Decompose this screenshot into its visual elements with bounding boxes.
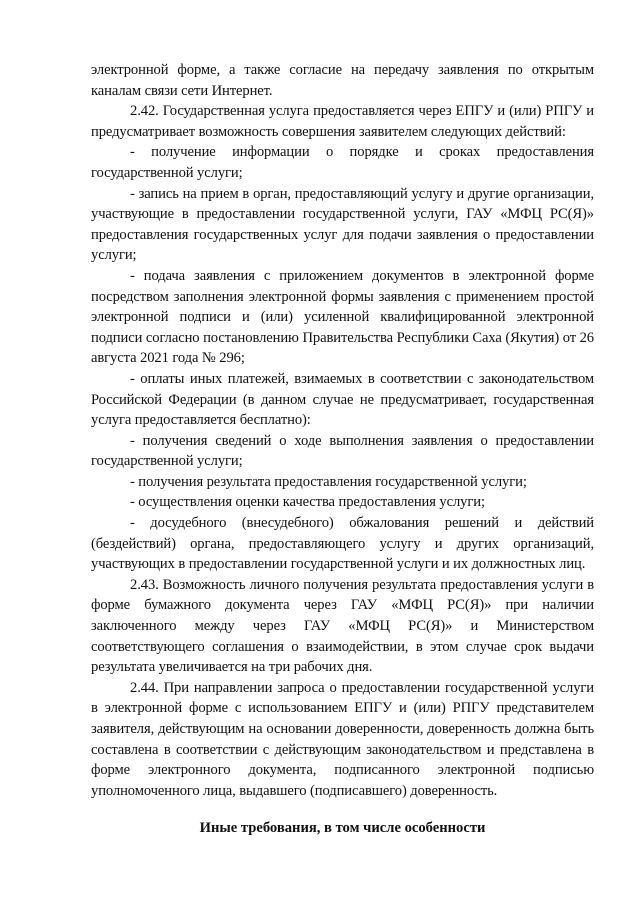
list-item-quality: - осуществления оценки качества предоставления услуги; xyxy=(130,494,485,511)
paragraph-2-43: 2.43. Возможность личного получения результата предоставления услуги в форме бумажного документа через ГАУ «МФЦ РС(Я)» при наличии заключенного между через ГАУ «МФЦ РС(Я)» и Министерством соответствующего соглашения о взаимодействии, в этом случае срок выдачи результата увеличивается на три рабочих дня. xyxy=(91,576,594,676)
list-item-info: - получение информации о порядке и сроках предоставления государственной услуги; xyxy=(91,144,594,181)
list-item-appeal: - досудебного (внесудебного) обжалования решений и действий (бездействий) органа, предоставляющего услугу и других организаций, участвующих в предоставлении государственной услуги и их должностных лиц. xyxy=(91,515,594,573)
list-item-result: - получения результата предоставления государственной услуги; xyxy=(130,473,527,490)
list-item-appointment: - запись на прием в орган, предоставляющий услугу и другие организации, участвующие в предоставлении государственной услуги, ГАУ «МФЦ РС(Я)» предоставления государственных услуг для подачи заявления о предоставлении услуги; xyxy=(91,185,594,264)
body-text xyxy=(91,60,594,801)
list-item-payments: - оплаты иных платежей, взимаемых в соответствии с законодательством Российской Федерации (в данном случае не предусматривает, государственная услуга предоставляется бесплатно): xyxy=(91,370,594,429)
paragraph-2-44: 2.44. При направлении запроса о предоставлении государственной услуги в электронной форме с использованием ЕПГУ и (или) РПГУ представителем заявителя, действующим на основании доверенности, доверенность должна быть составлена в соответствии с действующим законодательством и представлена в форме электронного документа, подписанного электронной подписью уполномоченного лица, выдавшего (подписавшего) доверенность. xyxy=(91,679,594,799)
paragraph-continuation: электронной форме, а также согласие на передачу заявления по открытым каналам связи сети Интернет. xyxy=(91,62,594,99)
section-heading: Иные требования, в том числе особенности xyxy=(199,820,486,836)
paragraph-2-42: 2.42. Государственная услуга предоставляется через ЕПГУ и (или) РПГУ и предусматривает возможность совершения заявителем следующих действий: xyxy=(91,103,594,140)
list-item-submission: - подача заявления с приложением документов в электронной форме посредством заполнения электронной формы заявления с применением простой электронной подписи и (или) усиленной квалифицированной электронной подписи согласно постановлению Правительства Республики Саха (Якутия) от 26 августа 2021 года № 296; xyxy=(91,267,594,367)
list-item-status: - получения сведений о ходе выполнения заявления о предоставлении государственной услуги; xyxy=(91,432,594,470)
